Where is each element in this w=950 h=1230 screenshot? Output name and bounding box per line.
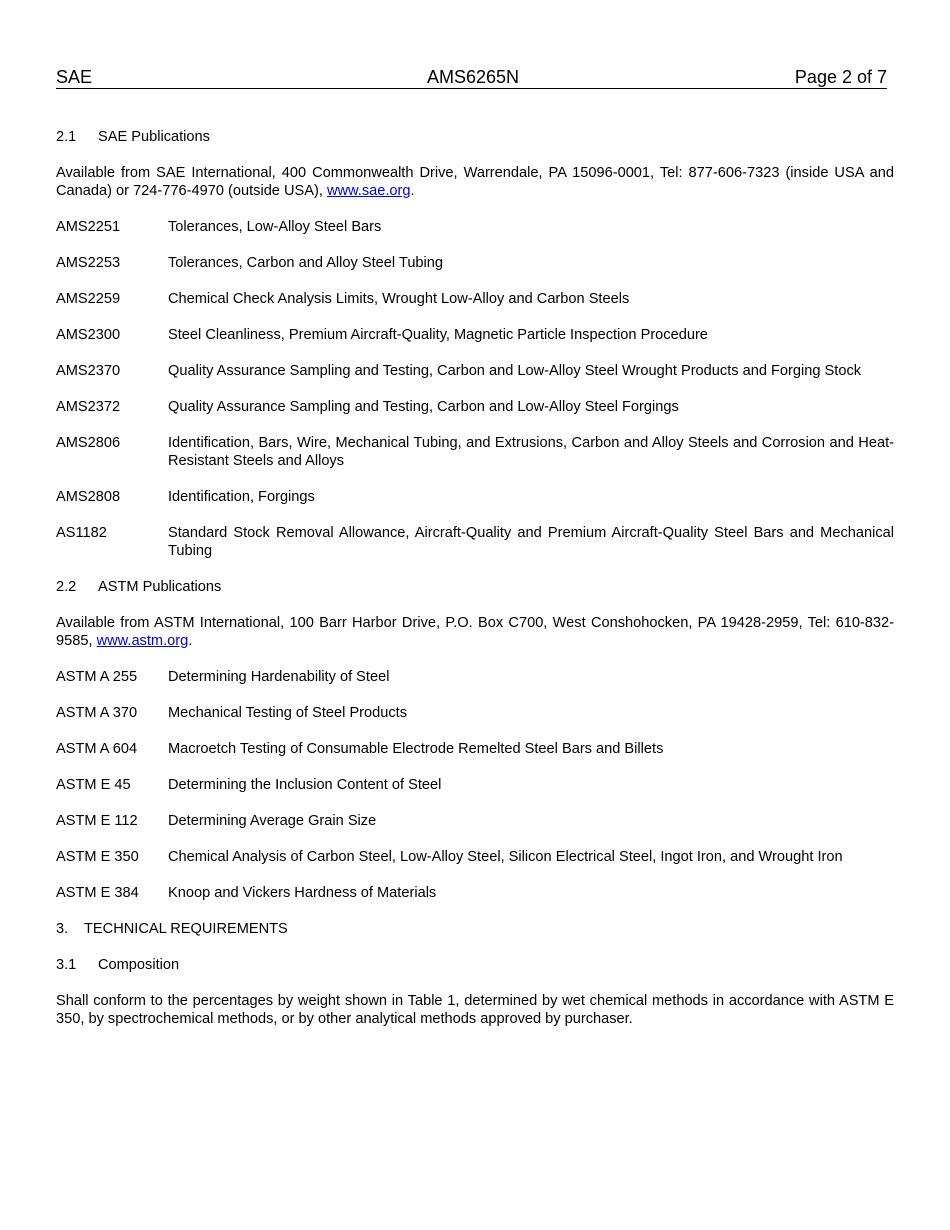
reference-item — [56, 740, 894, 758]
reference-code: ASTM A 604 — [56, 741, 138, 757]
reference-code: AS1182 — [56, 525, 107, 541]
reference-title: Macroetch Testing of Consumable Electrode Remelted Steel Bars and Billets — [168, 741, 664, 757]
reference-item — [56, 362, 894, 380]
reference-item — [56, 434, 894, 470]
section-number: 2.2 — [56, 579, 77, 595]
astm-website-link[interactable]: www.astm.org — [96, 633, 189, 649]
reference-code: ASTM A 255 — [56, 669, 138, 685]
header-org: SAE — [56, 67, 93, 87]
reference-item — [56, 326, 894, 344]
reference-item — [56, 812, 894, 830]
reference-item — [56, 524, 894, 560]
reference-title: Identification, Forgings — [168, 489, 315, 505]
section-2-2-heading — [56, 578, 894, 596]
reference-code: AMS2300 — [56, 327, 121, 343]
reference-code: AMS2251 — [56, 219, 121, 235]
reference-code: ASTM E 384 — [56, 885, 139, 901]
reference-title: Steel Cleanliness, Premium Aircraft-Quality, Magnetic Particle Inspection Procedure — [168, 327, 708, 343]
reference-item — [56, 488, 894, 506]
reference-item — [56, 884, 894, 902]
reference-code: AMS2370 — [56, 363, 121, 379]
sae-website-link[interactable]: www.sae.org — [326, 183, 411, 199]
reference-code: AMS2253 — [56, 255, 121, 271]
reference-code: ASTM E 112 — [56, 813, 138, 829]
reference-title: Quality Assurance Sampling and Testing, Carbon and Low-Alloy Steel Forgings — [168, 399, 679, 415]
reference-title: Tolerances, Carbon and Alloy Steel Tubing — [168, 255, 444, 271]
reference-title: Determining Hardenability of Steel — [168, 669, 390, 685]
section-title: SAE Publications — [98, 129, 210, 145]
reference-code: AMS2808 — [56, 489, 121, 505]
section-title: Composition — [98, 957, 180, 973]
reference-item — [56, 398, 894, 416]
reference-item — [56, 290, 894, 308]
sae-availability-paragraph: Available from SAE International, 400 Commonwealth Drive, Warrendale, PA 15096-0001, Tel: 877-606-7323 (inside USA and Canada) or 724-776-4970 (outside USA), www.sae.org. — [56, 165, 894, 199]
section-number: 3.1 — [56, 957, 77, 973]
reference-item — [56, 254, 894, 272]
reference-code: ASTM E 350 — [56, 849, 139, 865]
reference-title: Chemical Analysis of Carbon Steel, Low-Alloy Steel, Silicon Electrical Steel, Ingot Iron, and Wrought Iron — [168, 849, 843, 865]
section-title: ASTM Publications — [98, 579, 222, 595]
section-number: 3. — [56, 921, 69, 937]
reference-title: Standard Stock Removal Allowance, Aircraft-Quality and Premium Aircraft-Quality Steel Bars and Mechanical Tubing — [168, 525, 894, 559]
reference-item — [56, 848, 894, 866]
reference-code: ASTM E 45 — [56, 777, 131, 793]
composition-paragraph: Shall conform to the percentages by weight shown in Table 1, determined by wet chemical methods in accordance with ASTM E 350, by spectrochemical methods, or by other analytical methods approved by purchaser. — [56, 993, 894, 1027]
reference-item — [56, 776, 894, 794]
header-page-number: Page 2 of 7 — [794, 67, 887, 87]
reference-title: Knoop and Vickers Hardness of Materials — [168, 885, 437, 901]
header-doc-number: AMS6265N — [427, 67, 520, 87]
section-2-1-heading — [56, 128, 894, 146]
astm-availability-paragraph: Available from ASTM International, 100 Barr Harbor Drive, P.O. Box C700, West Conshohocken, PA 19428-2959, Tel: 610-832-9585, www.astm.org. — [56, 615, 894, 649]
reference-code: AMS2372 — [56, 399, 121, 415]
reference-title: Chemical Check Analysis Limits, Wrought Low-Alloy and Carbon Steels — [168, 291, 630, 307]
document-body — [56, 128, 894, 1028]
reference-title: Determining Average Grain Size — [168, 813, 377, 829]
reference-code: AMS2806 — [56, 435, 121, 451]
reference-title: Mechanical Testing of Steel Products — [168, 705, 408, 721]
reference-item — [56, 704, 894, 722]
section-3-1-heading — [56, 956, 894, 974]
reference-item — [56, 668, 894, 686]
reference-title: Determining the Inclusion Content of Steel — [168, 777, 442, 793]
reference-title: Identification, Bars, Wire, Mechanical Tubing, and Extrusions, Carbon and Alloy Steels and Corrosion and Heat-Resistant Steels and Alloys — [168, 435, 894, 469]
section-title: TECHNICAL REQUIREMENTS — [84, 921, 288, 937]
reference-title: Tolerances, Low-Alloy Steel Bars — [168, 219, 382, 235]
reference-title: Quality Assurance Sampling and Testing, Carbon and Low-Alloy Steel Wrought Products and Forging Stock — [168, 363, 862, 379]
reference-code: AMS2259 — [56, 291, 121, 307]
reference-code: ASTM A 370 — [56, 705, 138, 721]
reference-item — [56, 218, 894, 236]
section-3-heading — [56, 920, 894, 938]
page-header — [56, 66, 887, 89]
section-number: 2.1 — [56, 129, 77, 145]
